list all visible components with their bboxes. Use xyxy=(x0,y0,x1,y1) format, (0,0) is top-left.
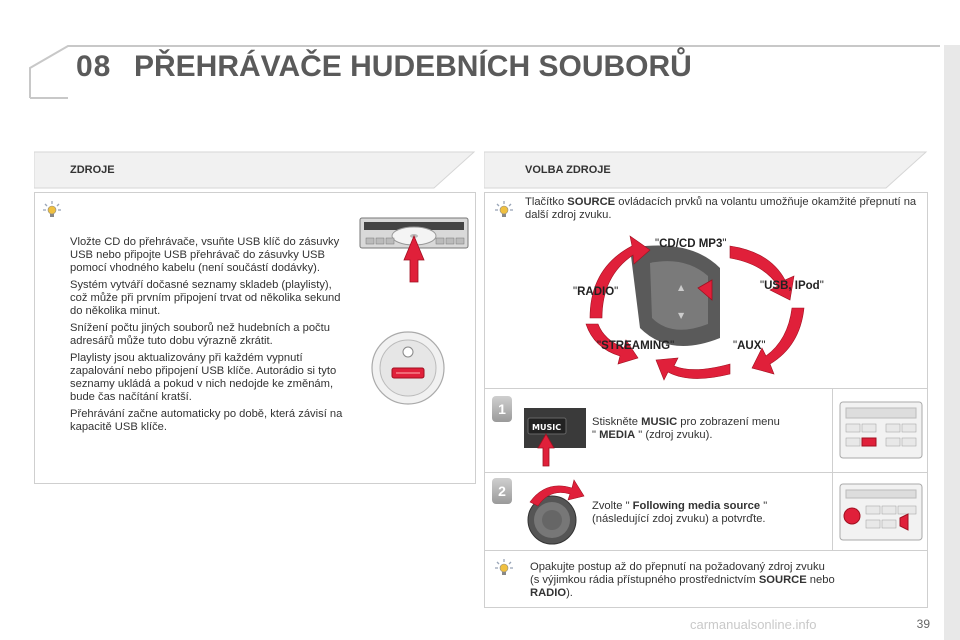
svg-text:▲: ▲ xyxy=(678,283,685,292)
paragraph-5: Přehrávání začne automaticky po době, která závisí na kapacitě USB klíče. xyxy=(70,408,343,433)
divider xyxy=(832,388,833,550)
divider xyxy=(484,388,928,389)
divider xyxy=(484,550,928,551)
cycle-arrow-icon xyxy=(656,358,730,380)
paragraph-3: Snížení počtu jiných souborů než hudebních a počtu adresářů může tuto dobu výrazně zkrátit. xyxy=(70,322,330,347)
page-title: PŘEHRÁVAČE HUDEBNÍCH SOUBORŮ xyxy=(134,50,692,83)
paragraph-2: Systém vytváří dočasné seznamy skladeb (playlisty), což může při prvním připojení trvat od několika sekund do několika minut. xyxy=(70,279,341,317)
source-cd: "CD/CD MP3" xyxy=(655,238,727,250)
step-2-text: Zvolte " Following media source " (následující zdoj zvuku) a potvrďte. xyxy=(592,500,768,525)
info-bulb-icon xyxy=(494,558,514,578)
paragraph-4: Playlisty jsou aktualizovány při každém vypnutí zapalování nebo připojení USB klíče. Autorádio si tyto seznamy ukládá a pokud v nich nedojde ke změnám, bude čas načítání kratší. xyxy=(70,352,337,403)
step-1-text: Stiskněte MUSIC pro zobrazení menu " MEDIA " (zdroj zvuku). xyxy=(592,416,780,441)
left-section-heading: ZDROJE xyxy=(70,164,115,176)
step-2-badge: 2 xyxy=(492,478,512,504)
footer-note: Opakujte postup až do přepnutí na požadovaný zdroj zvuku (s výjimkou rádia přístupného prostřednictvím SOURCE nebo RADIO). xyxy=(530,561,835,599)
radio-knob-panel-illustration xyxy=(838,480,924,544)
radio-panel-illustration xyxy=(838,398,924,462)
usb-port-illustration xyxy=(370,330,446,406)
paragraph-1: Vložte CD do přehrávače, vsuňte USB klíč do zásuvky USB nebo připojte USB přehrávač do zásuvky USB pomocí vhodného kabelu (není součástí dodávky). xyxy=(70,236,340,274)
page-number: 39 xyxy=(916,617,930,631)
left-body-text xyxy=(70,236,350,438)
steering-control-pad xyxy=(630,246,720,347)
cd-player-illustration xyxy=(358,214,470,284)
source-streaming: "STREAMING" xyxy=(597,340,675,352)
source-aux: "AUX" xyxy=(733,340,766,352)
watermark: carmanualsonline.info xyxy=(690,617,817,632)
chapter-number: 08 xyxy=(76,50,112,83)
rotary-knob-illustration xyxy=(520,478,586,548)
source-radio: "RADIO" xyxy=(573,286,619,298)
step-1-badge: 1 xyxy=(492,396,512,422)
divider xyxy=(484,472,928,473)
music-button-illustration xyxy=(520,404,590,468)
svg-text:▼: ▼ xyxy=(678,311,685,320)
source-cycle-diagram xyxy=(580,228,820,388)
right-section-heading: VOLBA ZDROJE xyxy=(525,164,611,176)
info-bulb-icon xyxy=(42,200,62,220)
info-bulb-icon xyxy=(494,200,514,220)
source-usb: "USB, IPod" xyxy=(760,280,824,292)
right-rail xyxy=(944,45,960,640)
source-intro-text: Tlačítko SOURCE ovládacích prvků na volantu umožňuje okamžité přepnutí na další zdroj zvuku. xyxy=(525,196,917,221)
music-button-label: MUSIC xyxy=(532,423,562,432)
